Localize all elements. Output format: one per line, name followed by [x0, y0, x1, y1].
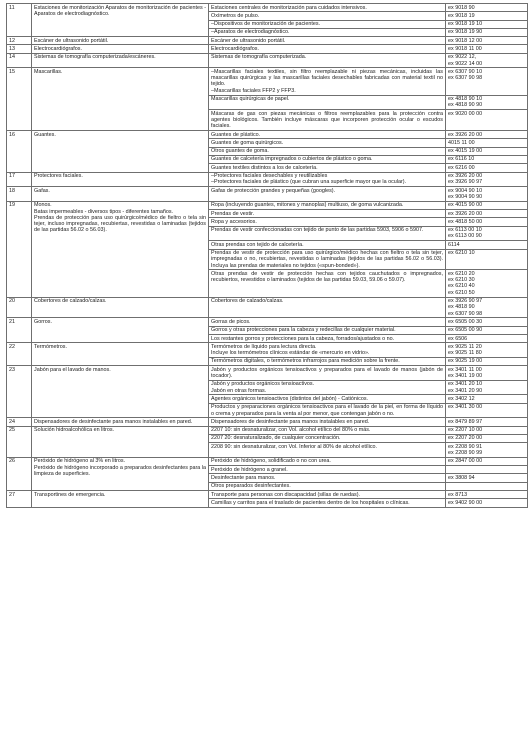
table-row: [7, 457, 528, 465]
tariff-code-cell: [446, 20, 528, 28]
row-number: 11: [7, 4, 32, 37]
tariff-code: ex 4015 19 00: [448, 148, 483, 155]
product-description-cell: Mascarillas quirúrgicas de papel.: [209, 95, 446, 110]
product-name-cell: Jabón para el lavado de manos.: [32, 366, 209, 418]
tariff-code-cell: [446, 210, 528, 218]
tariff-code-cell: [446, 139, 528, 147]
table-row: [7, 366, 528, 381]
tariff-code-cell: [446, 326, 528, 334]
tariff-code-cell: [446, 366, 528, 381]
table-row: [7, 418, 528, 426]
tariff-code: ex 8713: [448, 491, 468, 498]
product-description-cell: Estaciones centrales de monitorización para cuidados intensivos.: [209, 4, 446, 12]
row-number: 12: [7, 37, 32, 45]
tariff-code: ex 2208 90 99: [448, 450, 483, 457]
tariff-code: ex 3926 20 00: [448, 131, 483, 138]
tariff-code: ex 6210 10: [448, 250, 475, 256]
tariff-code: ex 6113 00 90: [448, 233, 482, 240]
tariff-code: ex 9018 19 10: [448, 21, 483, 28]
tariff-code-cell: [446, 155, 528, 163]
tariff-code-cell: [446, 380, 528, 395]
product-description-cell: Cobertores de calzado/calzas.: [209, 297, 446, 318]
tariff-code: ex 9022 12,: [448, 54, 477, 61]
tariff-code-cell: [446, 218, 528, 226]
product-name-cell: Estaciones de monitorización Aparatos de monitorización de pacientes - Aparatos de electrodiagnóstico.: [32, 4, 209, 37]
product-description-cell: 2207 20: desnaturalizado, de cualquier concentración.: [209, 434, 446, 442]
row-number: 17: [7, 172, 32, 187]
product-description-cell: Electrocardiógrafos.: [209, 45, 446, 53]
tariff-code-cell: [446, 4, 528, 12]
tariff-code: ex 6506: [448, 335, 468, 342]
tariff-code: ex 6116 10: [448, 156, 475, 163]
product-description-cell: Transporte para personas con discapacidad (sillas de ruedas).: [209, 491, 446, 499]
tariff-code-cell: [446, 270, 528, 297]
tariff-code-cell: [446, 474, 528, 482]
row-number: 13: [7, 45, 32, 53]
tariff-code: ex 3808 94: [448, 474, 475, 481]
product-description-cell: Ropa (incluyendo guantes, mitones y manoplas) multiuso, de goma vulcanizada.: [209, 201, 446, 209]
tariff-code: ex 4818 50 00: [448, 218, 483, 225]
table-row: [7, 131, 528, 139]
tariff-code: ex 4818 90: [448, 304, 475, 311]
tariff-code-cell: [446, 95, 528, 110]
product-description-cell: Prendas de vestir.: [209, 210, 446, 218]
product-description-cell: Prendas de vestir de protección para uso quirúrgico/médico hechas con fieltro o tela sin tejer, impregnadas o no, recubiertas, revestidas o laminadas (tejidos de las partidas 56.02 o 56.03). Incluya las prendas de materiales no tejidos («spun-bonded»).: [209, 249, 446, 270]
product-description-cell: Ropa y accesorios.: [209, 218, 446, 226]
product-description-cell: Guantes textiles distintos a los de calcetería.: [209, 164, 446, 172]
product-description-cell: Los restantes gorros y protecciones para la cabeza, forrados/ajustados o no.: [209, 335, 446, 343]
product-name-cell: Termómetros.: [32, 343, 209, 366]
table-body: [7, 4, 528, 508]
tariff-code-cell: [446, 68, 528, 95]
table-row: [7, 491, 528, 499]
tariff-code: ex 3926 20 00: [448, 210, 483, 217]
row-number: 15: [7, 68, 32, 131]
tariff-code-cell: [446, 164, 528, 172]
tariff-code-cell: [446, 12, 528, 20]
tariff-code: ex 6307 90 98: [448, 310, 483, 317]
row-number: 16: [7, 131, 32, 172]
tariff-code: ex 9004 90 10: [448, 187, 483, 194]
tariff-code: ex 3401 19 00: [448, 373, 483, 380]
product-description-cell: Gafas de protección grandes y pequeñas (googles).: [209, 187, 446, 202]
product-description-cell: Gorros y otras protecciones para la cabeza y redecillas de cualquier material.: [209, 326, 446, 334]
tariff-code: ex 2208 90 91: [448, 443, 483, 450]
product-description-cell: Otros guantes de goma.: [209, 147, 446, 155]
tariff-code: [448, 483, 525, 489]
table-row: [7, 297, 528, 318]
tariff-code-cell: [446, 201, 528, 209]
tariff-code: ex 6113 00 10: [448, 227, 482, 234]
product-description-cell: Desinfectante para manos.: [209, 474, 446, 482]
product-description-cell: Oxímetros de pulso.: [209, 12, 446, 20]
tariff-code-cell: [446, 335, 528, 343]
tariff-code-cell: [446, 482, 528, 490]
product-description-cell: Sistemas de tomografía computerizada.: [209, 53, 446, 68]
product-description-cell: Agentes orgánicos tensioactivos (distintos del jabón) - Catiónicos.: [209, 395, 446, 403]
row-number: 20: [7, 297, 32, 318]
product-name-cell: Solución hidroalcohólica en litros.: [32, 426, 209, 457]
table-row: [7, 343, 528, 358]
row-number: 26: [7, 457, 32, 490]
tariff-code-cell: [446, 434, 528, 442]
product-name-cell: Electrocardiógrafos.: [32, 45, 209, 53]
tariff-code: ex 6505 00 90: [448, 327, 483, 334]
tariff-code: ex 3926 90 97: [448, 179, 483, 186]
tariff-code-cell: [446, 403, 528, 418]
row-number: 14: [7, 53, 32, 68]
product-description-cell: 2208 90: sin desnaturalizar, con Vol. Inferior al 80% de alcohol etílico.: [209, 443, 446, 458]
tariff-code: ex 9402 90 00: [448, 499, 483, 506]
tariff-code-cell: [446, 28, 528, 36]
tariff-code: ex 9018 11 00: [448, 45, 482, 52]
tariff-code: ex 9018 19: [448, 12, 475, 19]
tariff-code-cell: [446, 297, 528, 318]
tariff-code-cell: [446, 131, 528, 139]
product-name-cell: Transportines de emergencia.: [32, 491, 209, 508]
product-description-cell: Camillas y carritos para el traslado de pacientes dentro de los hospitales o clínicas.: [209, 499, 446, 507]
tariff-code: 6114: [448, 241, 460, 248]
tariff-code-cell: [446, 45, 528, 53]
tariff-code-cell: [446, 418, 528, 426]
product-name-cell: Monos. Batas impermeables - diversos tipos - diferentes tamaños. Prendas de protección para uso quirúrgico/médico de fieltro o tela sin tejer, incluso impregnadas, recubiertas, revestidas o laminadas (tejidos de las partidas 56.02 o 56.03).: [32, 201, 209, 297]
table-row: [7, 201, 528, 209]
row-number: 19: [7, 201, 32, 297]
table-row: [7, 37, 528, 45]
tariff-code-cell: [446, 343, 528, 358]
tariff-code-cell: [446, 110, 528, 131]
tariff-code: 4015 11 00: [448, 139, 475, 146]
tariff-code: ex 8479 89 97: [448, 418, 483, 425]
product-description-cell: Otros preparados desinfectantes.: [209, 482, 446, 490]
tariff-code: ex 9020 00 00: [448, 110, 483, 117]
tariff-code: ex 9025 11 80: [448, 350, 482, 357]
table-row: [7, 53, 528, 68]
tariff-code-cell: [446, 37, 528, 45]
tariff-code: [448, 467, 525, 473]
product-description-cell: 2207 10: sin desnaturalizar, con Vol. alcohol etílico del 80% o más.: [209, 426, 446, 434]
tariff-code-cell: [446, 226, 528, 241]
tariff-code: ex 6210 40: [448, 283, 475, 290]
tariff-code-cell: [446, 241, 528, 249]
product-description-cell: Productos y preparaciones orgánicos tensioactivos para el lavado de la piel, en forma de líquido o crema y preparados para la venta al por menor, que contengan jabón o no.: [209, 403, 446, 418]
product-name-cell: Dispensadores de desinfectante para manos instalables en pared.: [32, 418, 209, 426]
tariff-code: ex 4818 90 10: [448, 96, 483, 103]
product-description-cell: –Mascarillas faciales textiles, sin filtro reemplazable ni piezas mecánicas, incluidas las mascarillas quirúrgicas y las mascarillas faciales desechables fabricadas con material textil no tejido. –Mascarillas faciales FFP2 y FFP3.: [209, 68, 446, 95]
table-row: [7, 45, 528, 53]
tariff-code: ex 3401 11 00: [448, 366, 482, 373]
tariff-code: ex 2207 20 00: [448, 435, 483, 442]
row-number: 23: [7, 366, 32, 418]
tariff-code-cell: [446, 491, 528, 499]
product-description-cell: Jabón y productos orgánicos tensioactivos. Jabón en otras formas.: [209, 380, 446, 395]
product-name-cell: Guantes.: [32, 131, 209, 172]
product-description-cell: Guantes de calcetería impregnados o cubiertos de plástico o goma.: [209, 155, 446, 163]
tariff-code: ex 3401 30 00: [448, 404, 483, 411]
tariff-code-cell: [446, 426, 528, 434]
product-name-cell: Gorros.: [32, 318, 209, 343]
tariff-code-cell: [446, 466, 528, 474]
tariff-code: ex 6307 90 98: [448, 75, 483, 82]
row-number: 21: [7, 318, 32, 343]
tariff-code: ex 2207 10 00: [448, 427, 483, 434]
product-name-cell: Sistemas de tomografía computerizada/escáneres.: [32, 53, 209, 68]
tariff-code: ex 3926 90 97: [448, 298, 483, 305]
tariff-code: ex 2847 00 00: [448, 458, 483, 465]
tariff-code: ex 6210 20: [448, 270, 475, 277]
tariff-code-cell: [446, 53, 528, 68]
table-row: [7, 4, 528, 12]
tariff-table-page: [6, 3, 527, 508]
row-number: 27: [7, 491, 32, 508]
tariff-code-cell: [446, 249, 528, 270]
tariff-code: ex 3401 20 90: [448, 387, 483, 394]
product-name-cell: Cobertores de calzado/calzas.: [32, 297, 209, 318]
tariff-code: ex 9025 19 00: [448, 358, 483, 365]
product-description-cell: –Protectores faciales desechables y reutilizables –Protectores faciales de plástico (que cubran una superficie mayor que la ocular).: [209, 172, 446, 187]
product-name-cell: Gafas.: [32, 187, 209, 202]
product-description-cell: –Dispositivos de monitorización de pacientes.: [209, 20, 446, 28]
product-description-cell: Termómetros de líquido para lectura directa. Incluye los termómetros clínicos estándar de «mercurio en vidrio».: [209, 343, 446, 358]
tariff-code-cell: [446, 147, 528, 155]
tariff-code-cell: [446, 443, 528, 458]
table-row: [7, 426, 528, 434]
product-description-cell: Peróxido de hidrógeno, solidificado o no con urea.: [209, 457, 446, 465]
product-name-cell: Protectores faciales.: [32, 172, 209, 187]
tariff-code: ex 9018 12 00: [448, 37, 483, 44]
tariff-code: ex 6210 30: [448, 277, 475, 284]
tariff-code: ex 6210 50: [448, 289, 475, 296]
product-description-cell: Gorras de picos.: [209, 318, 446, 326]
table-row: [7, 187, 528, 202]
tariff-code: ex 9022 14 00: [448, 60, 483, 67]
tariff-code: ex 4818 90 90: [448, 102, 483, 109]
product-description-cell: Prendas de vestir confeccionadas con tejido de punto de las partidas 5903, 5906 o 5907.: [209, 226, 446, 241]
table-row: [7, 68, 528, 95]
product-name-cell: Peróxido de hidrógeno al 3% en litros. Peróxido de hidrógeno incorporado a preparados desinfectantes para la limpieza de superficies.: [32, 457, 209, 490]
tariff-code-cell: [446, 457, 528, 465]
tariff-code: ex 9018 90: [448, 4, 475, 11]
product-description-cell: Máscaras de gas con piezas mecánicas o filtros reemplazables para la protección contra agentes biológicos. También incluye máscaras que incorporen protección ocular o escudos faciales.: [209, 110, 446, 131]
tariff-code-cell: [446, 172, 528, 187]
tariff-code-cell: [446, 357, 528, 365]
tariff-code: ex 3401 20 10: [448, 381, 483, 388]
tariff-code: ex 3926 20 00: [448, 173, 483, 180]
tariff-code-cell: [446, 395, 528, 403]
tariff-code: ex 6216 00: [448, 164, 475, 171]
product-description-cell: Peróxido de hidrógeno a granel.: [209, 466, 446, 474]
table-row: [7, 318, 528, 326]
tariff-code: ex 6505 00 30: [448, 318, 483, 325]
tariff-code: ex 6307 90 10: [448, 68, 483, 75]
tariff-code-cell: [446, 318, 528, 326]
product-description-cell: Otras prendas con tejido de calcetería.: [209, 241, 446, 249]
product-description-cell: Jabón y productos orgánicos tensioactivos y preparados para el lavado de manos (jabón de tocador).: [209, 366, 446, 381]
row-number: 18: [7, 187, 32, 202]
tariff-code: ex 4015 90 00: [448, 202, 483, 209]
tariff-code: ex 3402 12: [448, 395, 475, 402]
product-description-cell: Escáner de ultrasonido portátil.: [209, 37, 446, 45]
product-description-cell: Otras prendas de vestir de protección hechas con tejidos cauchutados o impregnados, recubiertos, revestidos o laminados (tejidos de las partidas 59.03, 59.06 o 59.07).: [209, 270, 446, 297]
tariff-code: ex 9025 11 20: [448, 343, 482, 350]
product-name-cell: Mascarillas.: [32, 68, 209, 131]
product-description-cell: Guantes de goma quirúrgicos.: [209, 139, 446, 147]
row-number: 25: [7, 426, 32, 457]
product-description-cell: Dispensadores de desinfectante para manos instalables en pared.: [209, 418, 446, 426]
tariff-code: ex 9004 90 90: [448, 193, 483, 200]
tariff-code-cell: [446, 187, 528, 202]
row-number: 22: [7, 343, 32, 366]
medical-products-tariff-table: [6, 3, 528, 508]
tariff-code: ex 9018 19 90: [448, 29, 483, 36]
product-description-cell: –Aparatos de electrodiagnóstico.: [209, 28, 446, 36]
row-number: 24: [7, 418, 32, 426]
product-description-cell: Guantes de plástico.: [209, 131, 446, 139]
product-name-cell: Escáner de ultrasonido portátil.: [32, 37, 209, 45]
table-row: [7, 172, 528, 187]
tariff-code-cell: [446, 499, 528, 507]
product-description-cell: Termómetros digitales, o termómetros infrarrojos para medición sobre la frente.: [209, 357, 446, 365]
